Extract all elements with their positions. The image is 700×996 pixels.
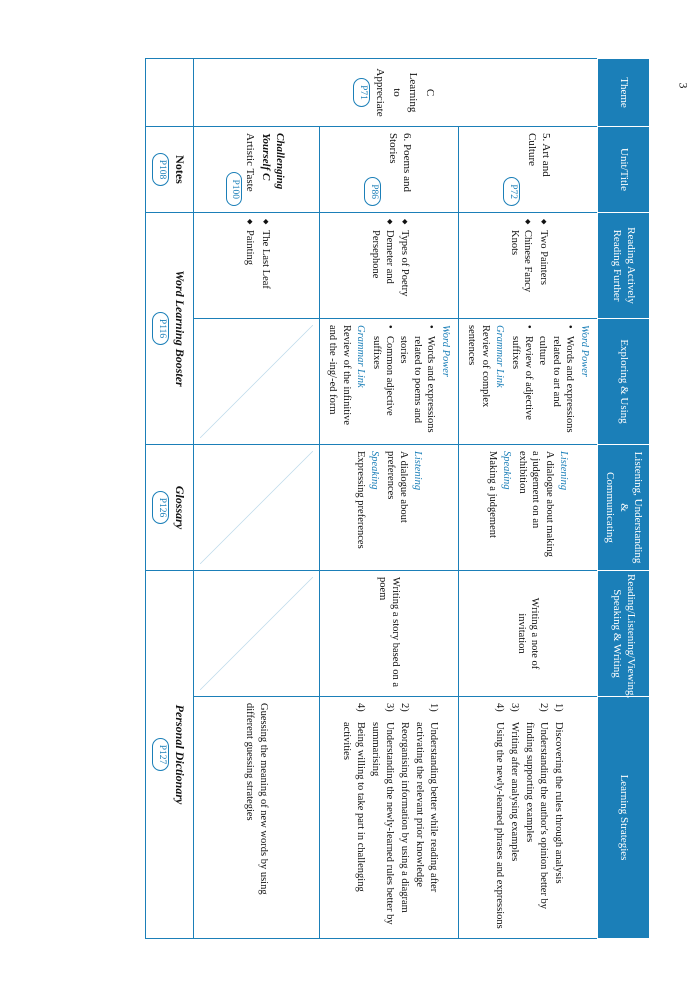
grammar-item: Review of the infinitive and the -ing/-ed form (327, 325, 352, 426)
challenge-listening-empty-cell (193, 445, 319, 571)
listening-text: A dialogue about preferences (384, 451, 409, 523)
grammar-link-label: Grammar Link (494, 325, 506, 388)
header-reading-line2: Reading Further (611, 229, 624, 302)
reading-cell-6 (319, 213, 458, 319)
challenge-rlvsw-empty-cell (193, 571, 319, 697)
bottom-item-label: Word Learning Booster (172, 270, 187, 387)
strategy-item: Understanding the newly-learned rules better by summarising (370, 722, 395, 925)
theme-line-1: C (423, 88, 436, 97)
bottom-item-personal-dictionary (145, 571, 193, 939)
theme-cell (193, 59, 597, 127)
rlvsw-cell-5: Writing a note of invitation (458, 571, 597, 697)
unit-page-chip-wrap-6 (364, 133, 382, 206)
speaking-label: Speaking (369, 451, 381, 490)
bottom-item-page-chip: P126 (152, 491, 169, 525)
theme-line-3: to (390, 88, 403, 97)
header-theme: Theme (597, 59, 649, 127)
strategy-item: Understanding the author's opinion better by finding supporting examples (524, 722, 549, 910)
challenge-page-chip: P100 (226, 172, 243, 206)
reading-item: ◆ Two Painters (537, 219, 550, 312)
exploring-item: ● Review of adjective suffixes (508, 325, 535, 438)
table-row-challenging-yourself-c (193, 59, 319, 939)
bottom-item-label: Personal Dictionary (172, 704, 187, 805)
strategy-item: Writing after analysing examples (509, 722, 521, 862)
challenge-subtitle: Artistic Taste (244, 133, 257, 192)
challenge-title-cell (193, 127, 319, 213)
listening-cell-6 (319, 445, 458, 571)
listening-text: A dialogue about making a judgement on an exhibition (516, 451, 555, 557)
strategy-item: Reorganising information by using a diagram (399, 722, 410, 913)
header-rlvsw-line1: Reading/Listening/Viewing, (625, 574, 638, 699)
listening-label: Listening (412, 451, 424, 491)
theme-page-chip: P71 (353, 78, 370, 107)
bottom-item-label: Notes (172, 155, 187, 184)
reading-item: ◆ The Last Leaf (258, 219, 271, 312)
strategies-cell-5 (458, 697, 597, 939)
bottom-band-spacer (145, 59, 193, 127)
unit-title-cell-6 (319, 127, 458, 213)
unit-title-5: 5. Art and Culture (525, 133, 552, 177)
exploring-item: ● Common adjective suffixes (369, 325, 396, 438)
strategy-item: Discovering the rules through analysis (553, 722, 565, 884)
bottom-item-word-learning-booster (145, 213, 193, 445)
strategy-item: Using the newly-learned phrases and expressions (493, 722, 505, 929)
grammar-link-label: Grammar Link (355, 325, 367, 388)
header-rlvsw (597, 571, 649, 697)
theme-page-chip-wrap (358, 78, 370, 107)
header-listening (597, 445, 649, 571)
strategy-item: Understanding better while reading after activating the relevant prior knowledge (414, 722, 439, 893)
challenge-title-line2: Yourself C (259, 133, 272, 181)
challenge-strategies-cell: Guessing the meaning of new words by using different guessing strategies (193, 697, 319, 939)
strategies-cell-6 (319, 697, 458, 939)
speaking-text: Making a judgement (486, 451, 498, 538)
challenge-reading-cell (193, 213, 319, 319)
bottom-band-row (145, 59, 193, 939)
bottom-item-page-chip: P116 (152, 312, 169, 345)
bottom-item-label: Glossary (172, 485, 187, 530)
strategy-item: Being willing to take part in challenging activities (341, 722, 366, 892)
bottom-item-page-chip: P108 (152, 153, 169, 187)
rotated-page-content (50, 58, 650, 938)
challenge-exploring-empty-cell (193, 319, 319, 445)
bottom-item-page-chip: P127 (152, 738, 169, 772)
exploring-item: ● Words and expressions related to poems and stories (397, 325, 437, 438)
header-unit-title: Unit/Title (597, 127, 649, 213)
speaking-text: Expressing preferences (354, 451, 366, 549)
challenge-title-line1: Challenging (274, 133, 287, 190)
listening-cell-5 (458, 445, 597, 571)
challenge-page-chip-wrap (226, 133, 244, 206)
unit-page-chip-wrap-5 (503, 133, 521, 206)
table-header-row (597, 59, 649, 939)
bottom-item-notes (145, 127, 193, 213)
bottom-item-glossary (145, 445, 193, 571)
header-reading (597, 213, 649, 319)
reading-item: ◆ Demeter and Persephone (369, 219, 396, 312)
unit-title-6: 6. Poems and Stories (386, 133, 413, 192)
header-listening-line1: Listening, Understanding & (618, 451, 644, 564)
theme-line-4: Appreciate (374, 68, 387, 117)
header-listening-line2: Communicating (604, 472, 617, 543)
reading-item: ◆ Types of Poetry (398, 219, 411, 312)
reading-cell-5 (458, 213, 597, 319)
page-number: 3 (676, 82, 691, 89)
unit-title-cell-5 (458, 127, 597, 213)
header-exploring: Exploring & Using (597, 319, 649, 445)
table-row-unit-6 (319, 59, 458, 939)
header-rlvsw-line2: Speaking & Writing (611, 589, 624, 678)
syllabus-table (145, 58, 650, 939)
table-row-unit-5 (458, 59, 597, 939)
exploring-cell-6 (319, 319, 458, 445)
unit-page-chip-6: P86 (364, 177, 381, 206)
grammar-item: Review of complex sentences (466, 325, 491, 408)
theme-line-2: Learning (407, 72, 420, 113)
rlvsw-cell-6: Writing a story based on a poem (319, 571, 458, 697)
exploring-item: ● Words and expressions related to art and culture (536, 325, 576, 438)
reading-item: ◆ Chinese Fancy Knots (508, 219, 535, 312)
header-strategies: Learning Strategies (597, 697, 649, 939)
unit-page-chip-5: P72 (503, 177, 520, 206)
header-reading-line1: Reading Actively (625, 227, 638, 304)
word-power-label: Word Power (578, 325, 590, 378)
reading-item: ◆ Painting (243, 219, 256, 312)
speaking-label: Speaking (501, 451, 513, 490)
word-power-label: Word Power (439, 325, 451, 378)
listening-label: Listening (558, 451, 570, 491)
exploring-cell-5 (458, 319, 597, 445)
